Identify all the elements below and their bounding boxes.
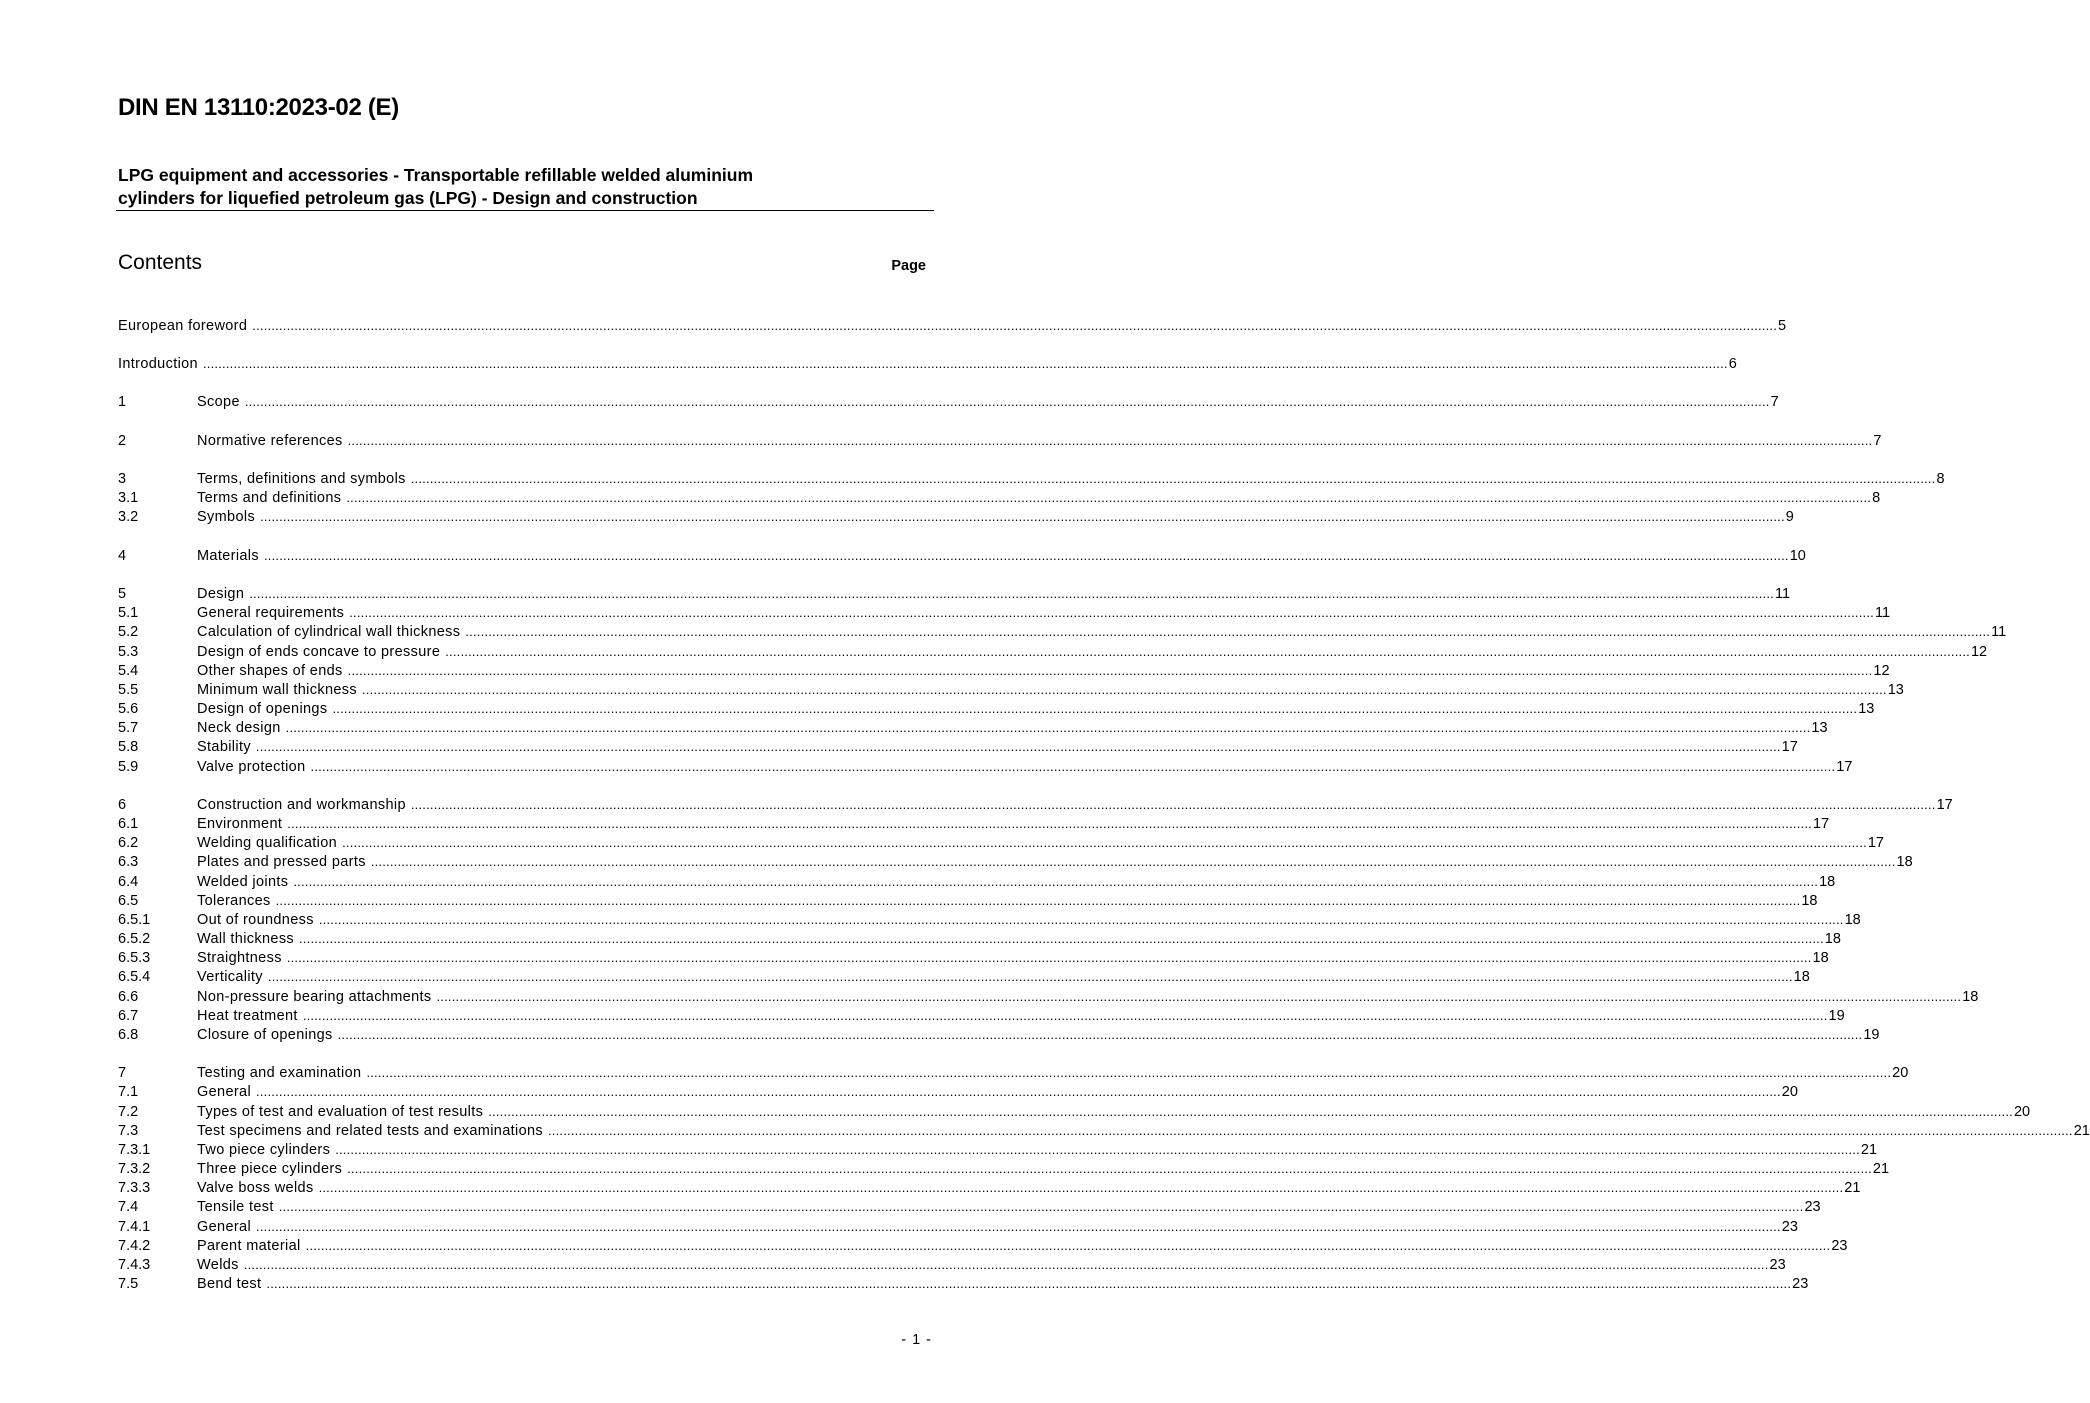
toc-entry-page: 20 <box>1781 1084 1798 1100</box>
toc-dot-leader: ................................................................................................................................................................................................................................................................................................................................................................................................................ <box>349 605 1874 620</box>
toc-entry-title: Scope <box>197 394 240 410</box>
toc-entry-title: Test specimens and related tests and examinations <box>197 1123 543 1139</box>
toc-entry-number: 4 <box>118 548 127 564</box>
toc-entry[interactable] <box>118 431 1882 450</box>
toc-entry-number: 5.2 <box>118 624 139 640</box>
toc-dot-leader: ................................................................................................................................................................................................................................................................................................................................................................................................................ <box>302 1008 1828 1023</box>
toc-entry-page: 18 <box>1793 969 1810 985</box>
toc-entry-page: 18 <box>1844 912 1861 928</box>
toc-dot-leader: ................................................................................................................................................................................................................................................................................................................................................................................................................ <box>202 356 1728 371</box>
toc-entry-number: 6.5 <box>118 893 139 909</box>
toc-entry[interactable] <box>118 948 1829 967</box>
toc-entry-page: 12 <box>1970 644 1988 660</box>
toc-entry-title: Design of ends concave to pressure <box>197 644 441 660</box>
toc-entry[interactable] <box>118 316 1787 335</box>
toc-entry[interactable] <box>118 661 1890 680</box>
toc-entry-number: 5.4 <box>118 663 139 679</box>
toc-entry[interactable] <box>118 795 1953 814</box>
toc-dot-leader: ................................................................................................................................................................................................................................................................................................................................................................................................................ <box>293 874 1819 889</box>
toc-entry-number: 7.4 <box>118 1199 139 1215</box>
toc-entry-title: Straightness <box>197 950 282 966</box>
toc-entry[interactable] <box>118 1063 1909 1082</box>
toc-dot-leader: ................................................................................................................................................................................................................................................................................................................................................................................................................ <box>465 624 1991 639</box>
toc-entry[interactable] <box>118 642 1988 661</box>
toc-entry-page: 17 <box>1867 835 1884 851</box>
toc-dot-leader: ................................................................................................................................................................................................................................................................................................................................................................................................................ <box>342 835 1867 850</box>
toc-entry-number: 7.4.3 <box>118 1257 151 1273</box>
toc-entry[interactable] <box>118 757 1853 776</box>
toc-entry-number: 5.3 <box>118 644 139 660</box>
toc-entry-title: Terms, definitions and symbols <box>197 471 406 487</box>
toc-entry-title: Welds <box>197 1257 239 1273</box>
toc-entry-page: 17 <box>1812 816 1830 832</box>
toc-entry-title: Construction and workmanship <box>197 797 406 813</box>
toc-entry-page: 17 <box>1781 739 1798 755</box>
toc-entry-number: 5.6 <box>118 701 139 717</box>
toc-dot-leader: ................................................................................................................................................................................................................................................................................................................................................................................................................ <box>410 797 1936 812</box>
page-column-heading: Page <box>891 258 926 274</box>
toc-entry-page: 17 <box>1936 797 1953 813</box>
toc-entry-title: Valve boss welds <box>197 1180 314 1196</box>
toc-dot-leader: ................................................................................................................................................................................................................................................................................................................................................................................................................ <box>362 682 1887 697</box>
toc-dot-leader: ................................................................................................................................................................................................................................................................................................................................................................................................................ <box>366 1065 1892 1080</box>
toc-entry-title: European foreword <box>118 318 248 334</box>
toc-entry-title: Other shapes of ends <box>197 663 343 679</box>
toc-entry[interactable] <box>118 1140 1878 1159</box>
toc-entry-title: Symbols <box>197 509 256 525</box>
toc-entry-page: 23 <box>1831 1238 1848 1254</box>
toc-entry-page: 13 <box>1811 720 1828 736</box>
footer-page-number: - 1 - <box>901 1332 932 1348</box>
toc-entry[interactable] <box>118 1082 1798 1101</box>
toc-entry[interactable] <box>118 584 1791 603</box>
toc-entry-number: 5.5 <box>118 682 139 698</box>
toc-entry-number: 3 <box>118 471 127 487</box>
toc-entry-page: 21 <box>1860 1142 1878 1158</box>
toc-entry-title: Stability <box>197 739 251 755</box>
toc-entry-page: 13 <box>1887 682 1904 698</box>
toc-entry[interactable] <box>118 392 1779 411</box>
toc-entry-number: 7.3.3 <box>118 1180 151 1196</box>
toc-dot-leader: ................................................................................................................................................................................................................................................................................................................................................................................................................ <box>255 739 1781 754</box>
toc-entry-title: Design of openings <box>197 701 328 717</box>
toc-entry-page: 8 <box>1936 471 1945 487</box>
toc-entry-title: Closure of openings <box>197 1027 333 1043</box>
toc-dot-leader: ................................................................................................................................................................................................................................................................................................................................................................................................................ <box>286 950 1812 965</box>
toc-entry[interactable] <box>118 833 1884 852</box>
toc-entry-number: 3.2 <box>118 509 139 525</box>
toc-entry[interactable] <box>118 507 1794 526</box>
toc-dot-leader: ................................................................................................................................................................................................................................................................................................................................................................................................................ <box>488 1104 2013 1119</box>
toc-dot-leader: ................................................................................................................................................................................................................................................................................................................................................................................................................ <box>337 1027 1863 1042</box>
toc-entry-number: 6.8 <box>118 1027 139 1043</box>
toc-entry-number: 6.5.1 <box>118 912 151 928</box>
toc-entry-page: 11 <box>1874 605 1891 621</box>
toc-entry[interactable] <box>118 718 1828 737</box>
toc-entry-number: 7.3.1 <box>118 1142 151 1158</box>
toc-entry-number: 5.8 <box>118 739 139 755</box>
toc-dot-leader: ................................................................................................................................................................................................................................................................................................................................................................................................................ <box>548 1123 2073 1138</box>
toc-entry[interactable] <box>118 546 1806 565</box>
toc-entry[interactable] <box>118 1102 2031 1121</box>
toc-entry-page: 5 <box>1778 318 1787 334</box>
toc-entry-page: 19 <box>1828 1008 1845 1024</box>
toc-entry[interactable] <box>118 1197 1821 1216</box>
toc-entry-number: 5.9 <box>118 759 139 775</box>
document-title-line-2: cylinders for liquefied petroleum gas (LPG) - Design and construction <box>118 188 698 208</box>
toc-entry[interactable] <box>118 929 1841 948</box>
toc-entry[interactable] <box>118 814 1830 833</box>
toc-entry[interactable] <box>118 488 1881 507</box>
title-underline-rule <box>116 210 934 211</box>
toc-entry-title: Two piece cylinders <box>197 1142 331 1158</box>
toc-entry-number: 6.2 <box>118 835 139 851</box>
toc-entry-page: 11 <box>1774 586 1791 602</box>
toc-entry[interactable] <box>118 1006 1845 1025</box>
toc-dot-leader: ................................................................................................................................................................................................................................................................................................................................................................................................................ <box>318 1180 1844 1195</box>
toc-entry-number: 6.3 <box>118 854 139 870</box>
toc-entry-title: Verticality <box>197 969 263 985</box>
toc-entry-page: 9 <box>1785 509 1794 525</box>
toc-entry-number: 6.5.4 <box>118 969 151 985</box>
toc-entry-number: 7.5 <box>118 1276 139 1292</box>
toc-entry-title: Normative references <box>197 433 343 449</box>
toc-entry-page: 21 <box>1844 1180 1861 1196</box>
toc-entry-number: 1 <box>118 394 127 410</box>
toc-entry-title: Heat treatment <box>197 1008 298 1024</box>
toc-entry[interactable] <box>118 1178 1861 1197</box>
toc-dot-leader: ................................................................................................................................................................................................................................................................................................................................................................................................................ <box>249 586 1774 601</box>
toc-entry-title: Three piece cylinders <box>197 1161 343 1177</box>
toc-entry-page: 18 <box>1812 950 1829 966</box>
toc-entry-page: 12 <box>1873 663 1890 679</box>
toc-entry-title: Bend test <box>197 1276 262 1292</box>
toc-entry-title: Design <box>197 586 245 602</box>
toc-dot-leader: ................................................................................................................................................................................................................................................................................................................................................................................................................ <box>347 663 1873 678</box>
toc-entry[interactable] <box>118 852 1913 871</box>
toc-dot-leader: ................................................................................................................................................................................................................................................................................................................................................................................................................ <box>278 1199 1804 1214</box>
document-title-line-1: LPG equipment and accessories - Transportable refillable welded aluminium <box>118 165 754 185</box>
toc-entry-page: 11 <box>1991 624 2007 640</box>
toc-dot-leader: ................................................................................................................................................................................................................................................................................................................................................................................................................ <box>305 1238 1831 1253</box>
toc-entry-number: 6.4 <box>118 874 139 890</box>
toc-entry-number: 7.3.2 <box>118 1161 151 1177</box>
toc-entry-page: 19 <box>1863 1027 1880 1043</box>
toc-entry-number: 5.1 <box>118 605 139 621</box>
toc-dot-leader: ................................................................................................................................................................................................................................................................................................................................................................................................................ <box>243 1257 1769 1272</box>
toc-entry-title: Introduction <box>118 356 198 372</box>
toc-entry-title: Wall thickness <box>197 931 295 947</box>
toc-dot-leader: ................................................................................................................................................................................................................................................................................................................................................................................................................ <box>285 720 1811 735</box>
toc-entry-title: Tensile test <box>197 1199 274 1215</box>
document-id: DIN EN 13110:2023-02 (E) <box>118 94 399 121</box>
toc-entry-page: 10 <box>1789 548 1806 564</box>
toc-entry[interactable] <box>118 1121 2090 1140</box>
toc-dot-leader: ................................................................................................................................................................................................................................................................................................................................................................................................................ <box>266 1276 1792 1291</box>
toc-entry[interactable] <box>118 603 1891 622</box>
toc-entry-title: Parent material <box>197 1238 301 1254</box>
toc-entry-number: 7 <box>118 1065 127 1081</box>
toc-entry[interactable] <box>118 1159 1890 1178</box>
toc-entry-page: 23 <box>1769 1257 1786 1273</box>
toc-entry-page: 18 <box>1824 931 1841 947</box>
toc-entry-page: 17 <box>1836 759 1853 775</box>
toc-entry-number: 3.1 <box>118 490 139 506</box>
toc-entry-number: 7.3 <box>118 1123 139 1139</box>
toc-entry-title: Welding qualification <box>197 835 338 851</box>
toc-dot-leader: ................................................................................................................................................................................................................................................................................................................................................................................................................ <box>267 969 1793 984</box>
toc-entry-number: 6.1 <box>118 816 139 832</box>
toc-entry-title: Plates and pressed parts <box>197 854 366 870</box>
toc-entry[interactable] <box>118 891 1818 910</box>
toc-entry-title: General requirements <box>197 605 345 621</box>
toc-dot-leader: ................................................................................................................................................................................................................................................................................................................................................................................................................ <box>370 854 1896 869</box>
toc-dot-leader: ................................................................................................................................................................................................................................................................................................................................................................................................................ <box>310 759 1836 774</box>
toc-dot-leader: ................................................................................................................................................................................................................................................................................................................................................................................................................ <box>275 893 1801 908</box>
toc-entry[interactable] <box>118 1236 1848 1255</box>
toc-entry-title: Tolerances <box>197 893 271 909</box>
toc-entry-title: Materials <box>197 548 259 564</box>
toc-entry-page: 8 <box>1872 490 1881 506</box>
toc-entry-page: 20 <box>1892 1065 1909 1081</box>
toc-entry-page: 7 <box>1770 394 1779 410</box>
toc-entry-page: 23 <box>1781 1219 1798 1235</box>
toc-dot-leader: ................................................................................................................................................................................................................................................................................................................................................................................................................ <box>335 1142 1860 1157</box>
toc-entry-title: Calculation of cylindrical wall thickness <box>197 624 461 640</box>
toc-entry[interactable] <box>118 737 1798 756</box>
toc-dot-leader: ................................................................................................................................................................................................................................................................................................................................................................................................................ <box>256 1219 1781 1234</box>
toc-entry-title: Terms and definitions <box>197 490 342 506</box>
toc-entry-number: 7.4.2 <box>118 1238 151 1254</box>
toc-entry[interactable] <box>118 967 1810 986</box>
toc-entry-page: 7 <box>1873 433 1882 449</box>
toc-entry-number: 6.5.2 <box>118 931 151 947</box>
toc-entry-title: Out of roundness <box>197 912 314 928</box>
toc-entry-number: 5 <box>118 586 127 602</box>
toc-entry[interactable] <box>118 622 2007 641</box>
toc-entry-page: 6 <box>1728 356 1737 372</box>
toc-dot-leader: ................................................................................................................................................................................................................................................................................................................................................................................................................ <box>299 931 1824 946</box>
toc-dot-leader: ................................................................................................................................................................................................................................................................................................................................................................................................................ <box>445 644 1970 659</box>
toc-entry-page: 13 <box>1858 701 1875 717</box>
toc-entry-title: General <box>197 1084 252 1100</box>
toc-dot-leader: ................................................................................................................................................................................................................................................................................................................................................................................................................ <box>260 509 1785 524</box>
toc-entry[interactable] <box>118 354 1737 373</box>
toc-dot-leader: ................................................................................................................................................................................................................................................................................................................................................................................................................ <box>318 912 1844 927</box>
toc-dot-leader: ................................................................................................................................................................................................................................................................................................................................................................................................................ <box>252 318 1778 333</box>
toc-dot-leader: ................................................................................................................................................................................................................................................................................................................................................................................................................ <box>346 490 1872 505</box>
toc-entry-number: 6.7 <box>118 1008 139 1024</box>
toc-entry[interactable] <box>118 699 1875 718</box>
toc-entry-page: 23 <box>1804 1199 1821 1215</box>
toc-dot-leader: ................................................................................................................................................................................................................................................................................................................................................................................................................ <box>244 394 1770 409</box>
toc-dot-leader: ................................................................................................................................................................................................................................................................................................................................................................................................................ <box>347 433 1873 448</box>
toc-entry-title: Non-pressure bearing attachments <box>197 989 432 1005</box>
toc-entry-title: Valve protection <box>197 759 306 775</box>
toc-dot-leader: ................................................................................................................................................................................................................................................................................................................................................................................................................ <box>256 1084 1781 1099</box>
toc-entry-number: 5.7 <box>118 720 139 736</box>
toc-entry[interactable] <box>118 872 1836 891</box>
toc-entry-number: 6.5.3 <box>118 950 151 966</box>
toc-entry-title: Types of test and evaluation of test results <box>197 1104 484 1120</box>
toc-entry[interactable] <box>118 1025 1880 1044</box>
toc-entry-page: 21 <box>1872 1161 1890 1177</box>
toc-entry[interactable] <box>118 469 1945 488</box>
toc-entry[interactable] <box>118 987 1979 1006</box>
contents-heading: Contents <box>118 251 203 274</box>
toc-entry[interactable] <box>118 910 1861 929</box>
toc-entry-page: 18 <box>1896 854 1913 870</box>
toc-entry-page: 23 <box>1792 1276 1809 1292</box>
toc-entry[interactable] <box>118 1274 1809 1293</box>
toc-dot-leader: ................................................................................................................................................................................................................................................................................................................................................................................................................ <box>347 1161 1872 1176</box>
toc-entry-title: Minimum wall thickness <box>197 682 357 698</box>
toc-entry[interactable] <box>118 1255 1786 1274</box>
toc-entry[interactable] <box>118 680 1904 699</box>
toc-entry-number: 2 <box>118 433 127 449</box>
toc-entry-page: 21 <box>2073 1123 2090 1139</box>
toc-entry-title: Testing and examination <box>197 1065 362 1081</box>
toc-dot-leader: ................................................................................................................................................................................................................................................................................................................................................................................................................ <box>263 548 1789 563</box>
toc-entry-title: Welded joints <box>197 874 289 890</box>
document-title <box>118 164 934 210</box>
toc-entry-title: Neck design <box>197 720 281 736</box>
toc-entry-number: 6.6 <box>118 989 139 1005</box>
toc-dot-leader: ................................................................................................................................................................................................................................................................................................................................................................................................................ <box>436 989 1962 1004</box>
toc-dot-leader: ................................................................................................................................................................................................................................................................................................................................................................................................................ <box>410 471 1936 486</box>
toc-entry-page: 18 <box>1962 989 1979 1005</box>
toc-entry-number: 7.1 <box>118 1084 139 1100</box>
toc-entry-number: 6 <box>118 797 127 813</box>
toc-entry-number: 7.4.1 <box>118 1219 151 1235</box>
toc-entry-page: 18 <box>1801 893 1818 909</box>
toc-entry-title: General <box>197 1219 252 1235</box>
toc-dot-leader: ................................................................................................................................................................................................................................................................................................................................................................................................................ <box>332 701 1858 716</box>
toc-entry-page: 18 <box>1819 874 1836 890</box>
toc-dot-leader: ................................................................................................................................................................................................................................................................................................................................................................................................................ <box>287 816 1812 831</box>
toc-entry-page: 20 <box>2013 1104 2031 1120</box>
toc-entry-title: Environment <box>197 816 283 832</box>
toc-entry-number: 7.2 <box>118 1104 139 1120</box>
toc-entry[interactable] <box>118 1217 1798 1236</box>
